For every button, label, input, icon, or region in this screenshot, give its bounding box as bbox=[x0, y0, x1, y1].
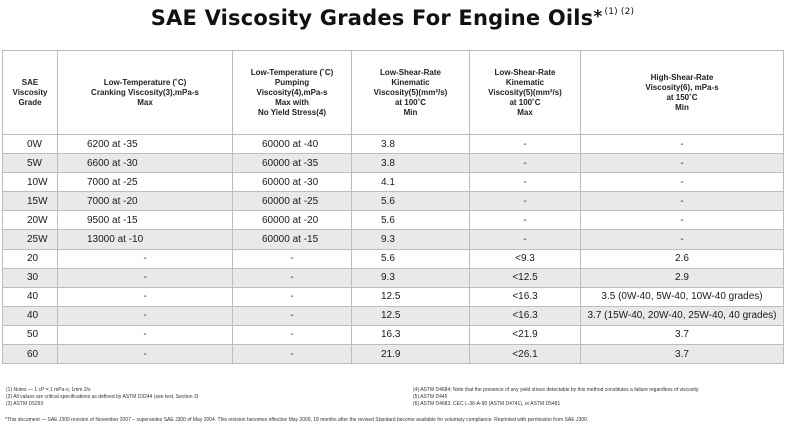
cell-kinematic-min: 21.9 bbox=[352, 345, 470, 364]
cell-high-shear: 2.6 bbox=[581, 249, 784, 268]
cell-high-shear: - bbox=[581, 192, 784, 211]
table-row bbox=[3, 287, 784, 306]
table-row bbox=[3, 268, 784, 287]
cell-grade: 30 bbox=[3, 268, 58, 287]
table-row bbox=[3, 192, 784, 211]
cell-kinematic-min: 12.5 bbox=[352, 287, 470, 306]
cell-kinematic-max: <9.3 bbox=[470, 249, 581, 268]
cell-pumping: 60000 at -30 bbox=[233, 173, 352, 192]
cell-high-shear: - bbox=[581, 173, 784, 192]
table-row bbox=[3, 154, 784, 173]
header-line: Pumping bbox=[274, 77, 310, 87]
cell-grade: 25W bbox=[3, 230, 58, 249]
cell-grade: 5W bbox=[3, 154, 58, 173]
page-title bbox=[0, 6, 785, 30]
cell-kinematic-min: 4.1 bbox=[352, 173, 470, 192]
cell-cranking: 9500 at -15 bbox=[58, 211, 233, 230]
col-header-grade bbox=[3, 51, 58, 135]
title-text: SAE Viscosity Grades For Engine Oils bbox=[150, 6, 594, 30]
header-line: Low-Shear-Rate bbox=[380, 67, 441, 77]
cell-kinematic-max: <26.1 bbox=[470, 345, 581, 364]
col-header-kinematic-min bbox=[352, 51, 470, 135]
cell-grade: 50 bbox=[3, 325, 58, 344]
cell-kinematic-min: 5.6 bbox=[352, 211, 470, 230]
footnote: (1) Notes — 1 cP = 1 mPa-s; 1mm 2/s bbox=[6, 387, 91, 393]
cell-cranking: 6600 at -30 bbox=[58, 154, 233, 173]
header-line: Cranking Viscosity(3),mPa-s bbox=[91, 87, 199, 97]
cell-pumping: - bbox=[233, 325, 352, 344]
table-row bbox=[3, 325, 784, 344]
table-row bbox=[3, 345, 784, 364]
header-line: at 150˚C bbox=[666, 92, 698, 102]
table-row bbox=[3, 135, 784, 154]
cell-pumping: 60000 at -40 bbox=[233, 135, 352, 154]
header-line: Min bbox=[403, 107, 418, 117]
table-row bbox=[3, 173, 784, 192]
footnotes-right bbox=[413, 387, 783, 408]
header-line: at 100˚C bbox=[394, 97, 427, 107]
header-line: Viscosity bbox=[12, 87, 48, 97]
cell-grade: 40 bbox=[3, 287, 58, 306]
col-header-cranking-viscosity bbox=[58, 51, 233, 135]
cell-kinematic-min: 9.3 bbox=[352, 268, 470, 287]
cell-grade: 40 bbox=[3, 306, 58, 325]
cell-kinematic-max: - bbox=[470, 154, 581, 173]
cell-kinematic-min: 12.5 bbox=[352, 306, 470, 325]
col-header-pumping-viscosity bbox=[233, 51, 352, 135]
header-line: Grade bbox=[18, 97, 42, 107]
footnote: (2) All values are critical specifications as defined by ASTM D3244 (see text, Section 3) bbox=[6, 394, 199, 400]
cell-grade: 0W bbox=[3, 135, 58, 154]
cell-pumping: 60000 at -35 bbox=[233, 154, 352, 173]
cell-grade: 20 bbox=[3, 249, 58, 268]
cell-cranking: 7000 at -20 bbox=[58, 192, 233, 211]
cell-cranking: - bbox=[58, 306, 233, 325]
cell-high-shear: - bbox=[581, 211, 784, 230]
cell-high-shear: - bbox=[581, 135, 784, 154]
cell-pumping: - bbox=[233, 287, 352, 306]
cell-kinematic-min: 3.8 bbox=[352, 154, 470, 173]
cell-cranking: - bbox=[58, 345, 233, 364]
cell-grade: 15W bbox=[3, 192, 58, 211]
cell-kinematic-max: - bbox=[470, 192, 581, 211]
header-line: Kinematic bbox=[505, 77, 545, 87]
title-refs: (1) (2) bbox=[604, 7, 635, 17]
cell-kinematic-max: <16.3 bbox=[470, 306, 581, 325]
cell-cranking: - bbox=[58, 268, 233, 287]
header-line: Viscosity(6), mPa-s bbox=[645, 82, 719, 92]
header-line: SAE bbox=[21, 77, 39, 87]
cell-kinematic-max: - bbox=[470, 211, 581, 230]
header-line: Low-Temperature (˚C) bbox=[103, 77, 187, 87]
cell-cranking: - bbox=[58, 249, 233, 268]
cell-high-shear: 3.5 (0W-40, 5W-40, 10W-40 grades) bbox=[581, 287, 784, 306]
cell-high-shear: - bbox=[581, 154, 784, 173]
col-header-high-shear bbox=[581, 51, 784, 135]
cell-high-shear: 2.9 bbox=[581, 268, 784, 287]
cell-pumping: - bbox=[233, 268, 352, 287]
title-star: * bbox=[593, 7, 603, 27]
header-line: at 100˚C bbox=[509, 97, 541, 107]
cell-cranking: 6200 at -35 bbox=[58, 135, 233, 154]
header-line: Viscosity(4),mPa-s bbox=[256, 87, 328, 97]
table-row bbox=[3, 306, 784, 325]
cell-cranking: 7000 at -25 bbox=[58, 173, 233, 192]
cell-kinematic-max: - bbox=[470, 230, 581, 249]
cell-kinematic-max: - bbox=[470, 135, 581, 154]
cell-kinematic-min: 5.6 bbox=[352, 192, 470, 211]
cell-high-shear: 3.7 bbox=[581, 345, 784, 364]
cell-high-shear: 3.7 bbox=[581, 325, 784, 344]
footnote: (3) ASTM D5293 bbox=[6, 401, 44, 407]
source-footnote: *This document — SAE J300 revision of November 2007 – supersedes SAE J300 of May 2004. This revision becomes effective May 2009, 18 months after the revised Standard become available for voluntary compliance. Reprinted with permission from SAE J300. bbox=[5, 417, 589, 423]
cell-pumping: - bbox=[233, 249, 352, 268]
header-line: No Yield Stress(4) bbox=[257, 107, 327, 117]
cell-grade: 20W bbox=[3, 211, 58, 230]
cell-cranking: - bbox=[58, 287, 233, 306]
cell-pumping: - bbox=[233, 306, 352, 325]
header-line: Viscosity(5)(mm²/s) bbox=[488, 87, 562, 97]
header-line: Min bbox=[675, 102, 689, 112]
cell-grade: 10W bbox=[3, 173, 58, 192]
cell-kinematic-max: <12.5 bbox=[470, 268, 581, 287]
footnote: (6) ASTM D4683, CEC L-36-A-90 (ASTM D4741), or ASTM D5481 bbox=[413, 401, 561, 407]
cell-cranking: - bbox=[58, 325, 233, 344]
cell-pumping: - bbox=[233, 345, 352, 364]
header-line: Max with bbox=[275, 97, 309, 107]
cell-kinematic-min: 16.3 bbox=[352, 325, 470, 344]
col-header-kinematic-max bbox=[470, 51, 581, 135]
cell-pumping: 60000 at -20 bbox=[233, 211, 352, 230]
header-row bbox=[3, 51, 784, 135]
cell-cranking: 13000 at -10 bbox=[58, 230, 233, 249]
cell-grade: 60 bbox=[3, 345, 58, 364]
cell-high-shear: 3.7 (15W-40, 20W-40, 25W-40, 40 grades) bbox=[581, 306, 784, 325]
cell-kinematic-min: 5.6 bbox=[352, 249, 470, 268]
header-line: Low-Shear-Rate bbox=[494, 67, 556, 77]
header-line: Max bbox=[137, 97, 153, 107]
header-line: Low-Temperature (˚C) bbox=[250, 67, 334, 77]
header-line: Viscosity(5)(mm²/s) bbox=[373, 87, 448, 97]
header-line: High-Shear-Rate bbox=[650, 72, 714, 82]
cell-kinematic-max: - bbox=[470, 173, 581, 192]
footnote: (4) ASTM D4684; Note that the presence of any yield stress detectable by this method constitutes a failure regardless of viscosity. bbox=[413, 387, 700, 393]
table-row bbox=[3, 230, 784, 249]
cell-kinematic-max: <16.3 bbox=[470, 287, 581, 306]
viscosity-table bbox=[2, 50, 784, 364]
cell-kinematic-max: <21.9 bbox=[470, 325, 581, 344]
cell-pumping: 60000 at -25 bbox=[233, 192, 352, 211]
header-line: Max bbox=[517, 107, 533, 117]
cell-pumping: 60000 at -15 bbox=[233, 230, 352, 249]
cell-kinematic-min: 3.8 bbox=[352, 135, 470, 154]
table-row bbox=[3, 249, 784, 268]
footnotes-left bbox=[6, 387, 406, 408]
footnote: (5) ASTM D445 bbox=[413, 394, 448, 400]
cell-kinematic-min: 9.3 bbox=[352, 230, 470, 249]
table-row bbox=[3, 211, 784, 230]
cell-high-shear: - bbox=[581, 230, 784, 249]
header-line: Kinematic bbox=[391, 77, 430, 87]
